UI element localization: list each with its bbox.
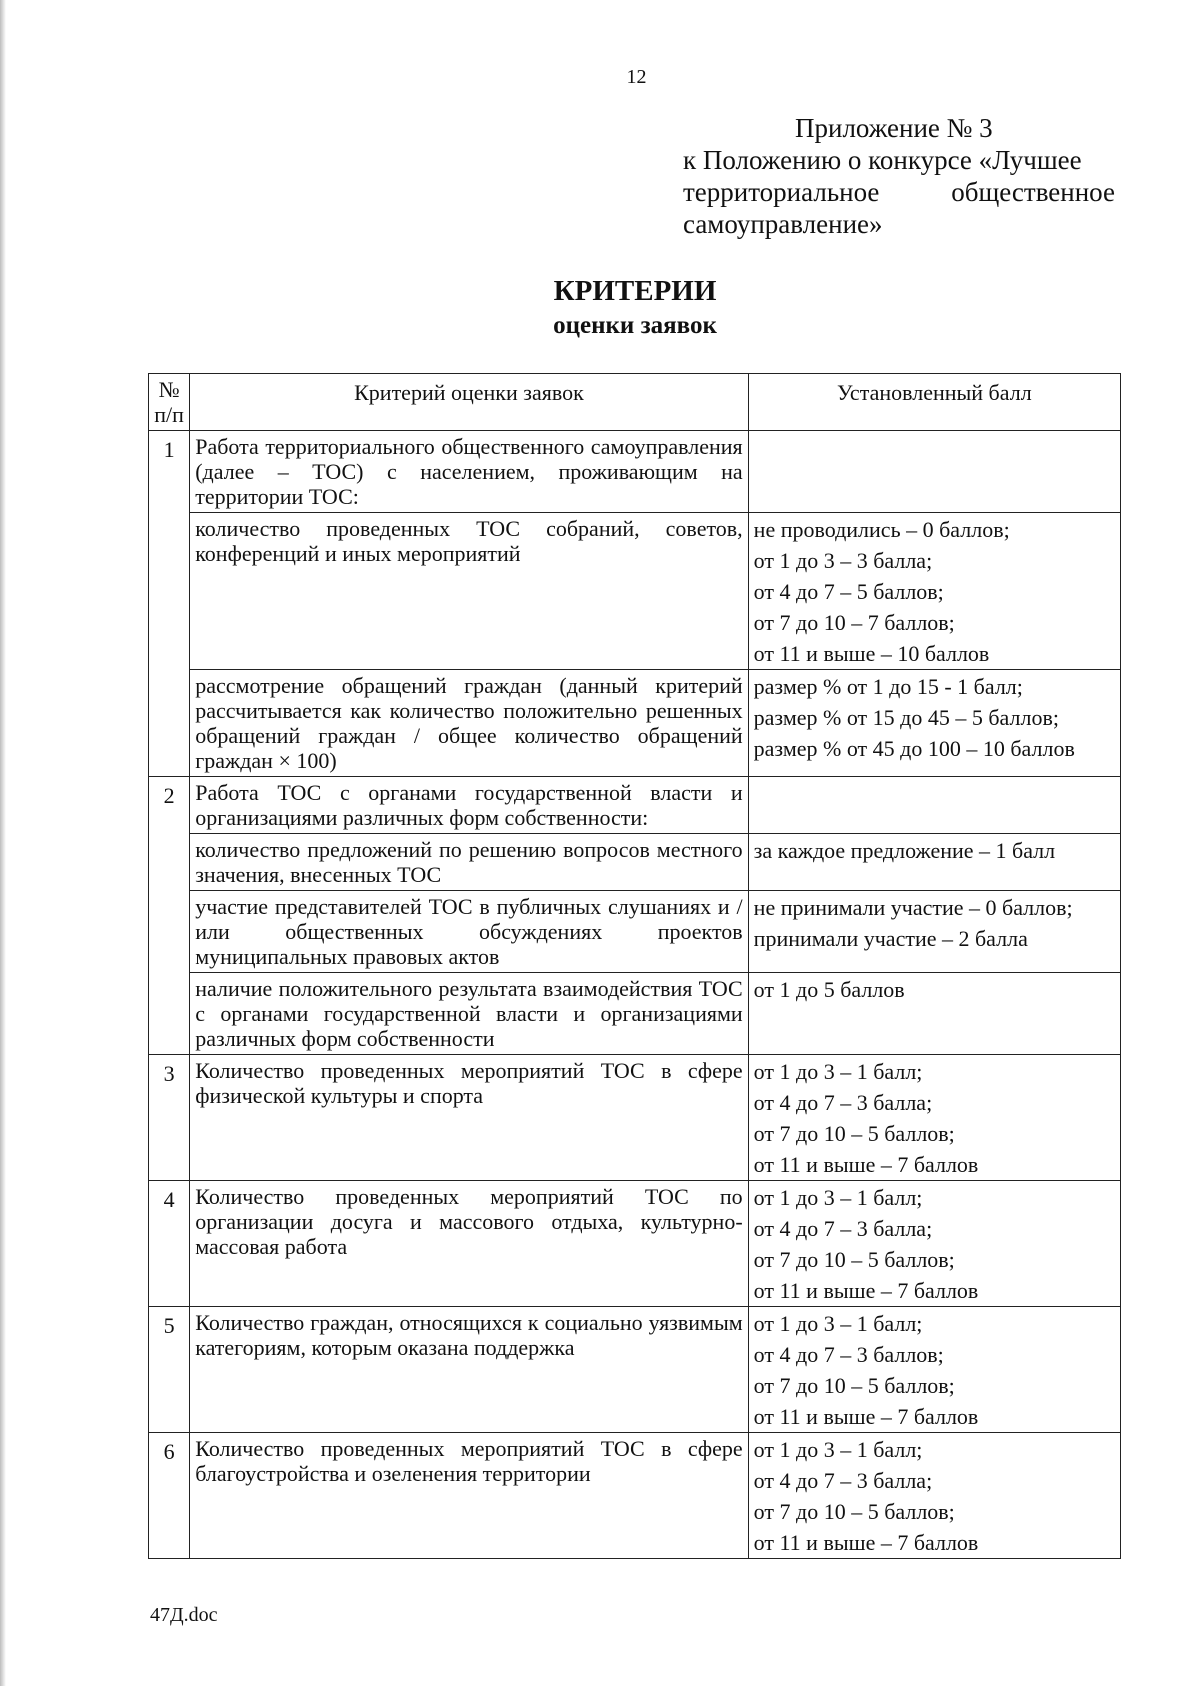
row-number: 3 <box>149 1055 190 1181</box>
appendix-line-2: к Положению о конкурсе «Лучшее <box>683 145 1082 175</box>
criterion-cell: рассмотрение обращений граждан (данный критерий рассчитывается как количество положительно решенных обращений граждан / общее количество обращений граждан × 100) <box>190 670 748 777</box>
criterion-cell: Количество проведенных мероприятий ТОС по организации досуга и массового отдыха, культурно-массовая работа <box>190 1181 748 1307</box>
score-cell <box>748 834 1120 891</box>
score-cell <box>748 1181 1120 1307</box>
header-score: Установленный балл <box>748 374 1120 431</box>
table-row <box>149 777 1121 834</box>
page-number: 12 <box>626 66 647 88</box>
table-row <box>149 431 1121 513</box>
row-number: 6 <box>149 1433 190 1559</box>
score-line: размер % от 1 до 15 - 1 балл; <box>753 674 1023 699</box>
criterion-cell: Работа ТОС с органами государственной власти и организациями различных форм собственности: <box>190 777 748 834</box>
appendix-line-3-word-2: общественное <box>951 177 1115 207</box>
row-number: 1 <box>149 431 190 777</box>
appendix-line-3-word-1: территориальное <box>683 177 880 207</box>
score-line: от 4 до 7 – 3 баллов; <box>753 1342 944 1367</box>
appendix-line-1: Приложение № 3 <box>795 113 993 143</box>
table-row <box>149 834 1121 891</box>
score-line: от 7 до 10 – 5 баллов; <box>753 1499 955 1524</box>
row-number: 2 <box>149 777 190 1055</box>
score-line: за каждое предложение – 1 балл <box>753 838 1056 863</box>
score-line: размер % от 15 до 45 – 5 баллов; <box>753 705 1059 730</box>
score-line: от 1 до 3 – 1 балл; <box>753 1311 923 1336</box>
score-line: от 7 до 10 – 5 баллов; <box>753 1373 955 1398</box>
score-line: от 11 и выше – 7 баллов <box>753 1530 979 1555</box>
score-line: принимали участие – 2 балла <box>753 926 1028 951</box>
score-cell <box>748 670 1120 777</box>
score-line: не принимали участие – 0 баллов; <box>753 895 1073 920</box>
criterion-cell: участие представителей ТОС в публичных слушаниях и / или общественных обсуждениях проектов муниципальных правовых актов <box>190 891 748 973</box>
criterion-cell: количество предложений по решению вопросов местного значения, внесенных ТОС <box>190 834 748 891</box>
score-cell <box>748 1433 1120 1559</box>
appendix-line-3 <box>683 176 1115 208</box>
score-line: размер % от 45 до 100 – 10 баллов <box>753 736 1075 761</box>
criterion-cell: Работа территориального общественного самоуправления (далее – ТОС) с населением, проживающим на территории ТОС: <box>190 431 748 513</box>
table-row <box>149 670 1121 777</box>
score-line: от 11 и выше – 7 баллов <box>753 1404 979 1429</box>
score-cell <box>748 431 1120 513</box>
score-cell <box>748 1055 1120 1181</box>
criteria-table-body <box>149 431 1121 1559</box>
row-number: 5 <box>149 1307 190 1433</box>
score-line: от 11 и выше – 7 баллов <box>753 1152 979 1177</box>
criterion-cell: количество проведенных ТОС собраний, советов, конференций и иных мероприятий <box>190 513 748 670</box>
score-line: от 1 до 5 баллов <box>753 977 905 1002</box>
table-header-row <box>149 374 1121 431</box>
table-row <box>149 1307 1121 1433</box>
score-cell <box>748 1307 1120 1433</box>
score-cell <box>748 513 1120 670</box>
score-line: от 4 до 7 – 3 балла; <box>753 1216 933 1241</box>
appendix-line-4: самоуправление» <box>683 209 883 239</box>
score-line: не проводились – 0 баллов; <box>753 517 1010 542</box>
criterion-cell: Количество проведенных мероприятий ТОС в сфере физической культуры и спорта <box>190 1055 748 1181</box>
table-row <box>149 973 1121 1055</box>
score-cell <box>748 777 1120 834</box>
table-row <box>149 891 1121 973</box>
score-line: от 1 до 3 – 1 балл; <box>753 1437 923 1462</box>
footer-filename: 47Д.doc <box>150 1604 218 1626</box>
row-number: 4 <box>149 1181 190 1307</box>
document-subtitle: оценки заявок <box>553 312 717 339</box>
score-line: от 4 до 7 – 3 балла; <box>753 1468 933 1493</box>
score-line: от 4 до 7 – 5 баллов; <box>753 579 944 604</box>
table-row <box>149 1181 1121 1307</box>
criterion-cell: Количество граждан, относящихся к социально уязвимым категориям, которым оказана поддержка <box>190 1307 748 1433</box>
table-row <box>149 1055 1121 1181</box>
score-line: от 4 до 7 – 3 балла; <box>753 1090 933 1115</box>
criterion-cell: наличие положительного результата взаимодействия ТОС с органами государственной власти и организациями различных форм собственности <box>190 973 748 1055</box>
score-cell <box>748 891 1120 973</box>
score-line: от 7 до 10 – 5 баллов; <box>753 1121 955 1146</box>
table-row <box>149 1433 1121 1559</box>
table-row <box>149 513 1121 670</box>
score-line: от 7 до 10 – 5 баллов; <box>753 1247 955 1272</box>
score-line: от 1 до 3 – 1 балл; <box>753 1185 923 1210</box>
score-line: от 1 до 3 – 3 балла; <box>753 548 933 573</box>
appendix-block <box>683 112 1115 240</box>
score-line: от 11 и выше – 10 баллов <box>753 641 990 666</box>
scan-edge <box>0 0 6 1686</box>
score-line: от 11 и выше – 7 баллов <box>753 1278 979 1303</box>
document-title: КРИТЕРИИ <box>553 275 717 307</box>
header-criterion: Критерий оценки заявок <box>190 374 748 431</box>
score-cell <box>748 973 1120 1055</box>
score-line: от 7 до 10 – 7 баллов; <box>753 610 955 635</box>
score-line: от 1 до 3 – 1 балл; <box>753 1059 923 1084</box>
header-num: № п/п <box>149 374 190 431</box>
criteria-table <box>148 373 1121 1559</box>
criterion-cell: Количество проведенных мероприятий ТОС в сфере благоустройства и озеленения территории <box>190 1433 748 1559</box>
